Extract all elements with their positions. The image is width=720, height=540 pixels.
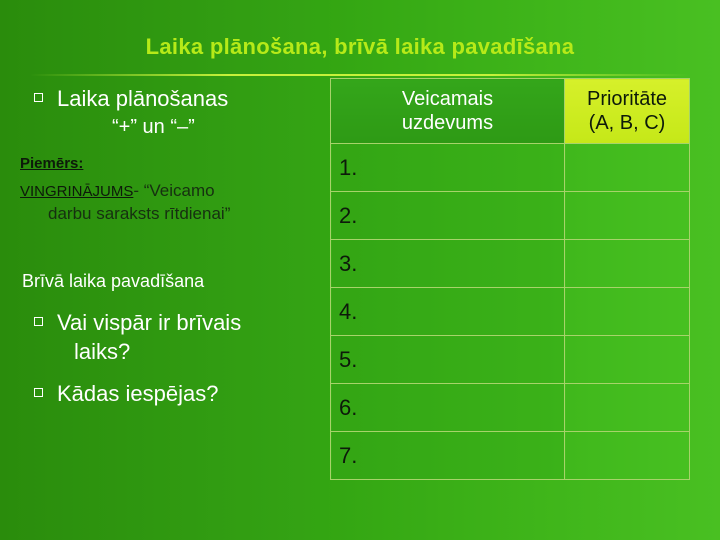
priority-cell bbox=[565, 144, 690, 192]
priority-column-header bbox=[565, 79, 690, 144]
task-header-line1: Veicamais bbox=[401, 88, 494, 110]
task-priority-table bbox=[330, 78, 690, 480]
task-number-cell: 6. bbox=[331, 384, 565, 432]
table-row bbox=[331, 144, 690, 192]
task-column-header bbox=[331, 79, 565, 144]
task-number-cell: 1. bbox=[331, 144, 565, 192]
example-text-line2: darbu saraksts rītdienai” bbox=[48, 204, 231, 223]
bullet-planning bbox=[34, 85, 228, 113]
task-number-cell: 3. bbox=[331, 240, 565, 288]
task-number-cell: 5. bbox=[331, 336, 565, 384]
table-header-row bbox=[331, 79, 690, 144]
task-number-cell: 4. bbox=[331, 288, 565, 336]
priority-cell bbox=[565, 288, 690, 336]
bullet-free-time-question bbox=[34, 309, 241, 337]
bullet-free-time-line2: laiks? bbox=[74, 339, 131, 364]
table-row bbox=[331, 336, 690, 384]
priority-cell bbox=[565, 384, 690, 432]
example-keyword: VINGRINĀJUMS bbox=[20, 183, 134, 200]
table-row bbox=[331, 384, 690, 432]
bullet-options bbox=[34, 380, 218, 408]
square-bullet-icon bbox=[34, 317, 43, 326]
task-number-cell: 7. bbox=[331, 432, 565, 480]
table-row bbox=[331, 192, 690, 240]
example-text-line1: - “Veicamo bbox=[133, 181, 215, 200]
priority-cell bbox=[565, 192, 690, 240]
priority-header-line1: Prioritāte bbox=[586, 88, 668, 110]
priority-header-line2: (A, B, C) bbox=[588, 112, 666, 134]
example-label: Piemērs: bbox=[20, 155, 84, 172]
square-bullet-icon bbox=[34, 388, 43, 397]
bullet-options-text: Kādas iespējas? bbox=[57, 381, 219, 406]
priority-cell bbox=[565, 336, 690, 384]
table-row bbox=[331, 288, 690, 336]
bullet-free-time-text: Vai vispār ir brīvais bbox=[57, 310, 242, 335]
title-underline bbox=[30, 74, 690, 76]
table-row bbox=[331, 432, 690, 480]
priority-cell bbox=[565, 432, 690, 480]
table-row bbox=[331, 240, 690, 288]
bullet-planning-text: Laika plānošanas bbox=[57, 86, 229, 111]
task-number-cell: 2. bbox=[331, 192, 565, 240]
task-header-line2: uzdevums bbox=[401, 112, 494, 134]
left-panel-background bbox=[0, 0, 310, 540]
square-bullet-icon bbox=[34, 93, 43, 102]
free-time-heading: Brīvā laika pavadīšana bbox=[22, 271, 205, 291]
priority-cell bbox=[565, 240, 690, 288]
bullet-planning-line2: “+” un “–” bbox=[112, 116, 195, 138]
slide-title: Laika plānošana, brīvā laika pavadīšana bbox=[145, 34, 575, 59]
example-text bbox=[20, 180, 310, 225]
